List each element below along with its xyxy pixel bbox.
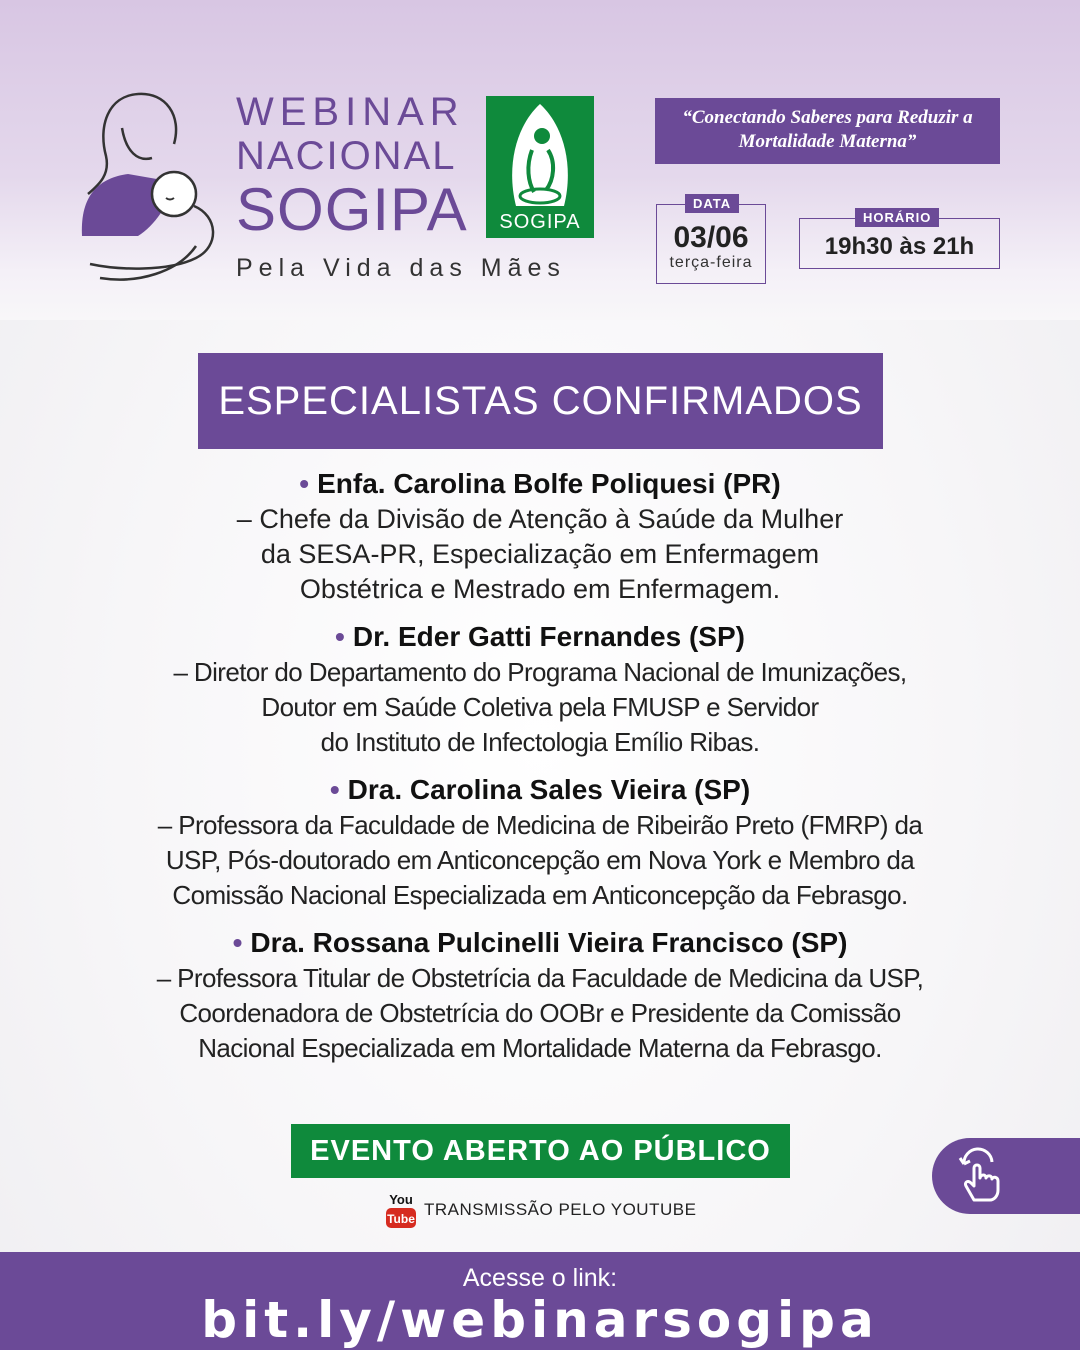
mother-baby-icon bbox=[78, 86, 228, 286]
speaker-desc-line: Nacional Especializada em Mortalidade Materna da Febrasgo. bbox=[198, 1033, 882, 1063]
speaker-desc-line: – Professora da Faculdade de Medicina de Ribeirão Preto (FMRP) da bbox=[157, 810, 923, 840]
speaker-list bbox=[60, 466, 1020, 1078]
date-box bbox=[656, 196, 766, 284]
sogipa-badge bbox=[486, 96, 594, 238]
brand-line-nacional: NACIONAL bbox=[236, 134, 457, 178]
speaker-desc-line: da SESA-PR, Especialização em Enfermagem bbox=[260, 539, 820, 569]
speaker-desc-line: Coordenadora de Obstetrícia do OOBr e Presidente da Comissão bbox=[179, 998, 901, 1028]
open-event-banner: EVENTO ABERTO AO PÚBLICO bbox=[291, 1124, 790, 1178]
bullet-icon: • bbox=[329, 774, 340, 805]
time-box bbox=[799, 210, 1000, 269]
time-value: 19h30 às 21h bbox=[824, 233, 975, 260]
brand-line-sogipa: SOGIPA bbox=[236, 176, 468, 243]
section-title: ESPECIALISTAS CONFIRMADOS bbox=[198, 353, 883, 449]
youtube-transmission[interactable] bbox=[386, 1190, 696, 1230]
bullet-icon: • bbox=[232, 927, 243, 958]
time-label: HORÁRIO bbox=[855, 208, 939, 227]
footer bbox=[0, 1252, 1080, 1350]
speaker-name: • Dra. Carolina Sales Vieira (SP) bbox=[329, 774, 751, 805]
speaker-desc-line: – Chefe da Divisão de Atenção à Saúde da Mulher bbox=[236, 504, 844, 534]
speaker-desc-line: USP, Pós-doutorado em Anticoncepção em Nova York e Membro da bbox=[165, 845, 915, 875]
date-label: DATA bbox=[685, 194, 739, 213]
badge-label: SOGIPA bbox=[499, 211, 581, 233]
speaker-desc-line: do Instituto de Infectologia Emílio Ribas. bbox=[320, 727, 760, 757]
youtube-text: TRANSMISSÃO PELO YOUTUBE bbox=[424, 1200, 697, 1219]
speaker-desc-line: – Professora Titular de Obstetrícia da Faculdade de Medicina da USP, bbox=[156, 963, 924, 993]
quote-box: “Conectando Saberes para Reduzir a Mortalidade Materna” bbox=[655, 98, 1000, 164]
bullet-icon: • bbox=[335, 621, 345, 652]
speaker-desc-line: Doutor em Saúde Coletiva pela FMUSP e Servidor bbox=[261, 692, 819, 722]
speaker-desc-line: Obstétrica e Mestrado em Enfermagem. bbox=[299, 574, 781, 604]
speaker-name: • Enfa. Carolina Bolfe Poliquesi (PR) bbox=[299, 468, 781, 499]
speaker-item bbox=[60, 619, 1020, 760]
header-banner bbox=[0, 0, 1080, 320]
date-weekday: terça-feira bbox=[669, 254, 753, 271]
speaker-name: • Dra. Rossana Pulcinelli Vieira Francisco (SP) bbox=[232, 927, 848, 958]
tagline: Pela Vida das Mães bbox=[236, 254, 566, 282]
speaker-item bbox=[60, 772, 1020, 913]
speaker-desc-line: Comissão Nacional Especializada em Anticoncepção da Febrasgo. bbox=[172, 880, 908, 910]
bullet-icon: • bbox=[299, 468, 310, 499]
date-value: 03/06 bbox=[673, 221, 749, 254]
webinar-link[interactable]: bit.ly/webinarsogipa bbox=[201, 1291, 879, 1349]
brand-line-webinar: WEBINAR bbox=[236, 90, 465, 134]
click-tab[interactable] bbox=[932, 1138, 1080, 1214]
speaker-name: • Dr. Eder Gatti Fernandes (SP) bbox=[335, 621, 745, 652]
access-label: Acesse o link: bbox=[462, 1264, 618, 1292]
brand-title bbox=[236, 90, 486, 242]
svg-text:You: You bbox=[389, 1192, 413, 1207]
svg-text:Tube: Tube bbox=[387, 1212, 415, 1226]
youtube-icon bbox=[386, 1190, 416, 1230]
speaker-desc-line: – Diretor do Departamento do Programa Nacional de Imunizações, bbox=[173, 657, 907, 687]
tap-hand-icon bbox=[950, 1146, 1010, 1206]
speaker-item bbox=[60, 925, 1020, 1066]
speaker-item bbox=[60, 466, 1020, 607]
